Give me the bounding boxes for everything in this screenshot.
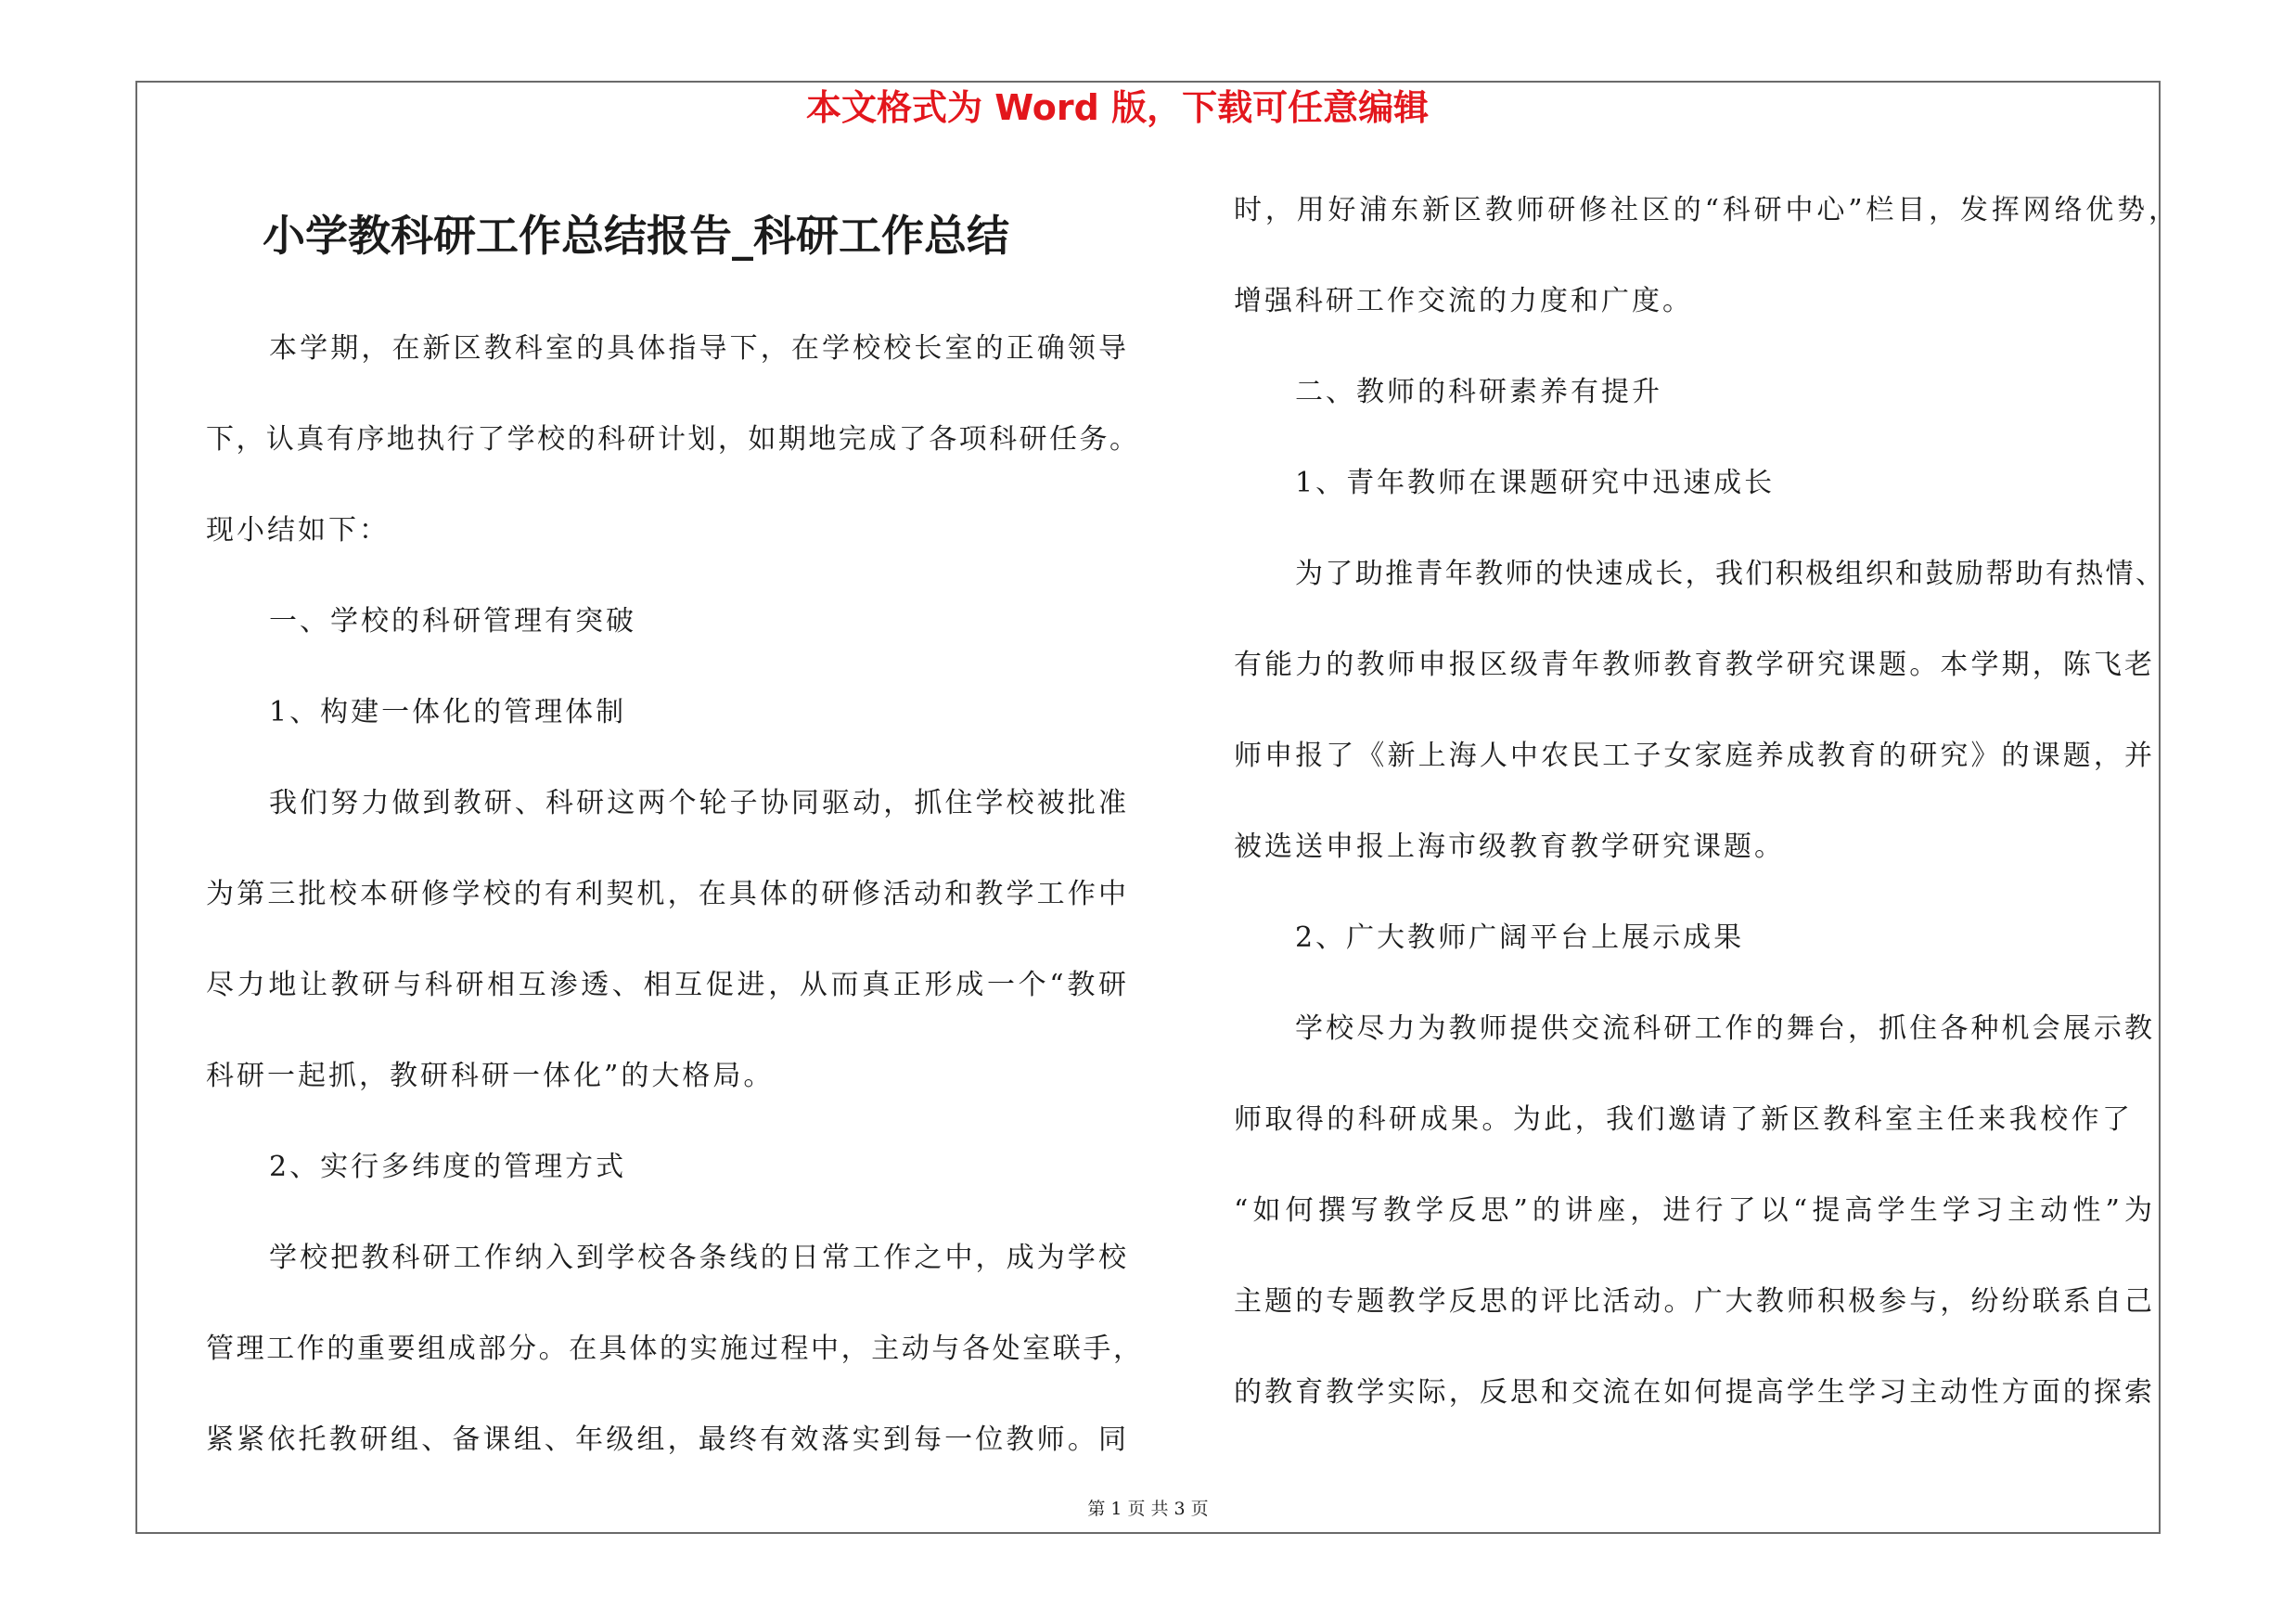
subsection-heading: 1、构建一体化的管理体制 <box>269 696 627 728</box>
body-line: 增强科研工作交流的力度和广度。 <box>1234 285 1693 317</box>
format-notice-banner: 本文格式为 Word 版，下载可任意编辑 <box>806 87 1430 128</box>
body-line: 为第三批校本研修学校的有利契机，在具体的研修活动和教学工作中 <box>206 878 1126 910</box>
body-line: 学校把教科研工作纳入到学校各条线的日常工作之中，成为学校 <box>269 1242 1126 1274</box>
section-heading: 一、学校的科研管理有突破 <box>269 605 636 638</box>
body-line: 尽力地让教研与科研相互渗透、相互促进，从而真正形成一个“教研 <box>206 969 1126 1001</box>
body-line: “如何撰写教学反思”的讲座，进行了以“提高学生学习主动性”为 <box>1234 1194 2152 1227</box>
body-line: 的教育教学实际，反思和交流在如何提高学生学习主动性方面的探索 <box>1234 1376 2152 1409</box>
subsection-heading: 2、实行多纬度的管理方式 <box>269 1151 627 1183</box>
body-line: 师申报了《新上海人中农民工子女家庭养成教育的研究》的课题，并 <box>1234 740 2152 772</box>
body-line: 科研一起抓，教研科研一体化”的大格局。 <box>206 1060 775 1092</box>
body-line: 主题的专题教学反思的评比活动。广大教师积极参与，纷纷联系自己 <box>1234 1285 2152 1318</box>
body-line: 下，认真有序地执行了学校的科研计划，如期地完成了各项科研任务。 <box>206 423 1137 456</box>
body-line: 时，用好浦东新区教师研修社区的“科研中心”栏目，发挥网络优势， <box>1234 194 2176 226</box>
subsection-heading: 2、广大教师广阔平台上展示成果 <box>1295 921 1745 954</box>
body-line: 有能力的教师申报区级青年教师教育教学研究课题。本学期，陈飞老 <box>1234 649 2152 681</box>
body-line: 被选送申报上海市级教育教学研究课题。 <box>1234 831 1785 863</box>
body-line: 本学期，在新区教科室的具体指导下，在学校校长室的正确领导 <box>269 332 1126 365</box>
body-line: 师取得的科研成果。为此，我们邀请了新区教科室主任来我校作了 <box>1234 1103 2130 1136</box>
page-number-footer: 第 1 页 共 3 页 <box>1087 1499 1209 1519</box>
right-column <box>1234 165 2176 1438</box>
body-line: 我们努力做到教研、科研这两个轮子协同驱动，抓住学校被批准 <box>269 787 1126 819</box>
subsection-heading: 1、青年教师在课题研究中迅速成长 <box>1295 467 1776 499</box>
body-line: 管理工作的重要组成部分。在具体的实施过程中，主动与各处室联手， <box>206 1333 1141 1365</box>
document-title: 小学教科研工作总结报告_科研工作总结 <box>263 211 1009 261</box>
body-line: 学校尽力为教师提供交流科研工作的舞台，抓住各种机会展示教 <box>1295 1012 2152 1045</box>
section-heading: 二、教师的科研素养有提升 <box>1295 376 1662 408</box>
body-line: 为了助推青年教师的快速成长，我们积极组织和鼓励帮助有热情、 <box>1295 558 2163 590</box>
left-column <box>206 303 1141 1486</box>
body-line: 现小结如下： <box>206 514 390 547</box>
body-line: 紧紧依托教研组、备课组、年级组，最终有效落实到每一位教师。同 <box>206 1423 1126 1456</box>
